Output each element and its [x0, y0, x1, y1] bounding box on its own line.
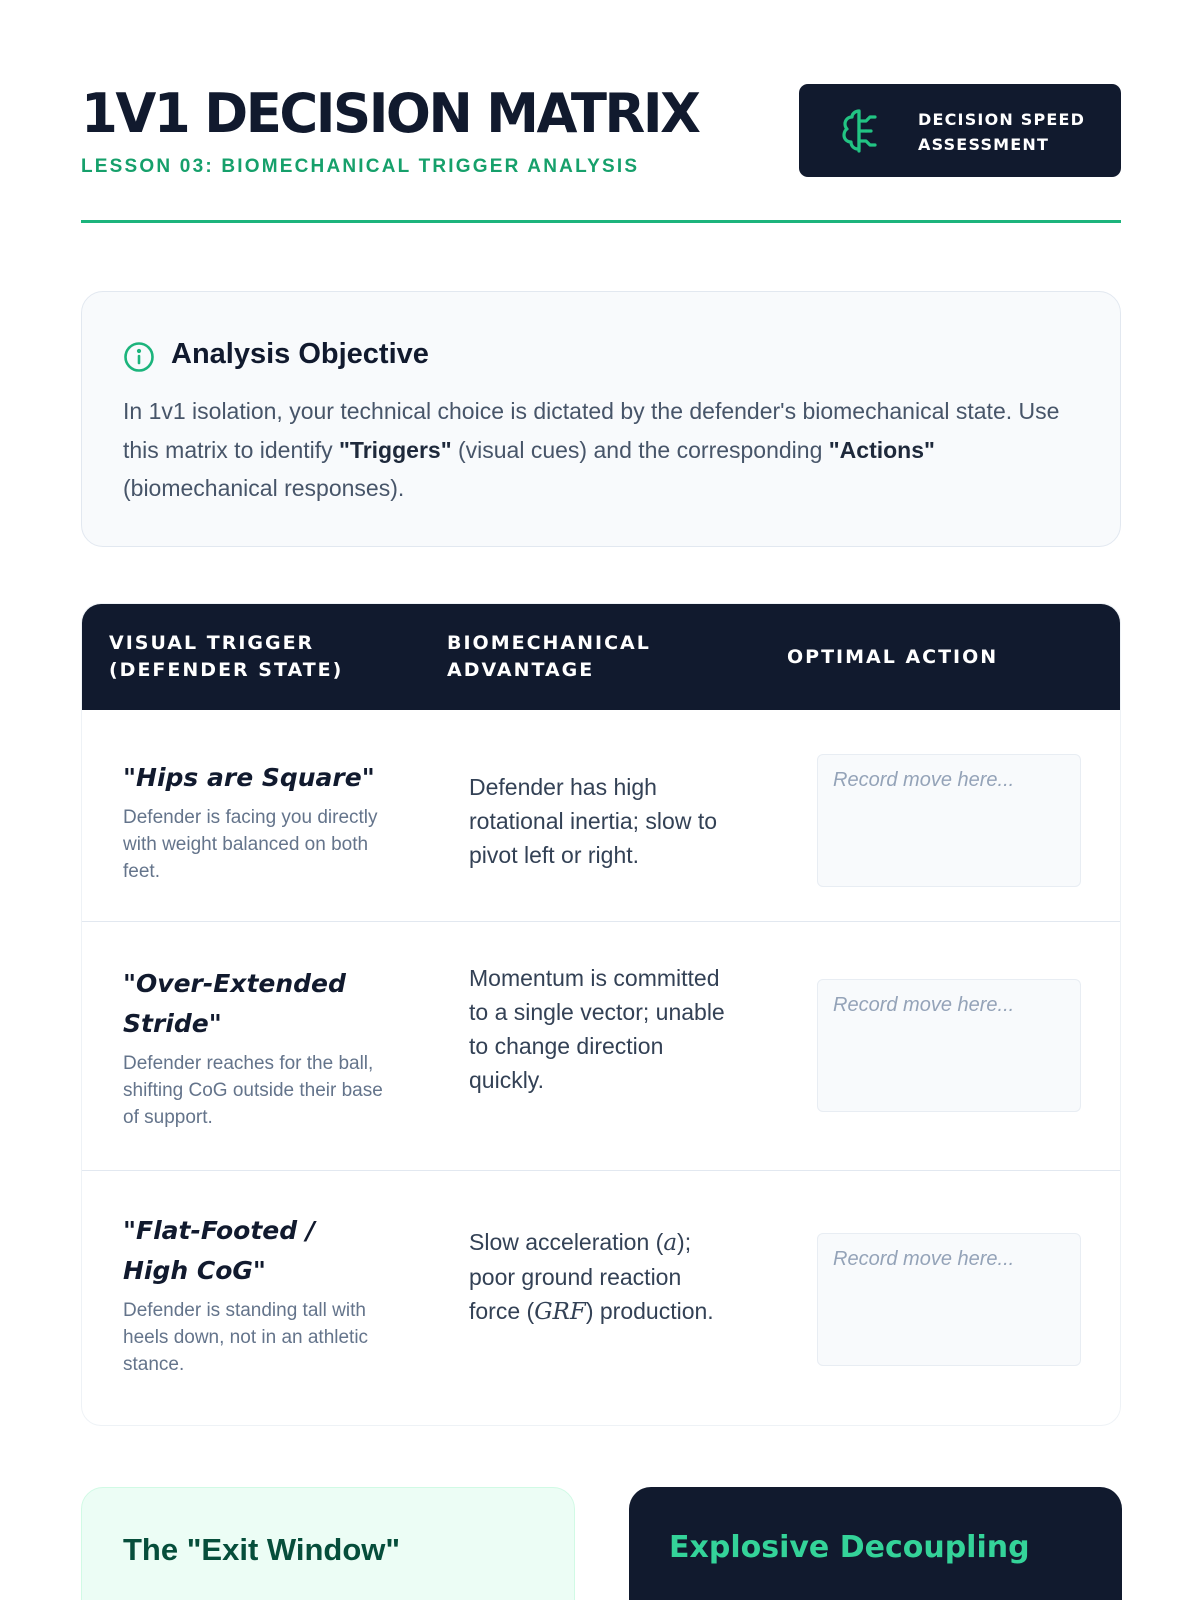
advantage-text: Defender has high rotational inertia; slow to pivot left or right.	[469, 774, 718, 868]
grf-symbol: GRF	[534, 1299, 586, 1325]
page-header	[81, 84, 1121, 224]
exit-window-title: The "Exit Window"	[123, 1532, 401, 1567]
table-row	[82, 710, 1121, 922]
explosive-decoupling-card	[629, 1487, 1122, 1600]
analysis-objective-card	[81, 291, 1121, 547]
column-header-optimal-action: OPTIMAL ACTION	[787, 645, 999, 668]
triggers-term: "Triggers"	[339, 436, 452, 463]
trigger-description: Defender is facing you directly with weight balanced on both feet.	[123, 807, 378, 882]
table-header	[82, 604, 1121, 710]
brain-icon	[837, 105, 889, 157]
action-input[interactable]	[817, 979, 1081, 1112]
column-header-biomechanical-advantage: BIOMECHANICAL ADVANTAGE	[447, 632, 651, 681]
trigger-title: "Flat-Footed / High CoG"	[123, 1216, 315, 1285]
trigger-description: Defender reaches for the ball, shifting CoG outside their base of support.	[123, 1053, 383, 1128]
action-input[interactable]	[817, 1233, 1081, 1366]
header-divider	[81, 220, 1121, 223]
advantage-text: Momentum is committed to a single vector; unable to change direction quickly.	[469, 965, 725, 1093]
decision-matrix-table	[81, 603, 1121, 1426]
action-placeholder: Record move here...	[833, 1248, 1015, 1270]
action-placeholder: Record move here...	[833, 994, 1015, 1016]
explosive-decoupling-title: Explosive Decoupling	[669, 1530, 1030, 1565]
trigger-title: "Over-Extended Stride"	[123, 969, 346, 1038]
column-header-visual-trigger: VISUAL TRIGGER (DEFENDER STATE)	[109, 632, 344, 681]
lesson-subtitle: LESSON 03: BIOMECHANICAL TRIGGER ANALYSIS	[81, 156, 640, 177]
trigger-title: "Hips are Square"	[123, 763, 375, 792]
objective-title: Analysis Objective	[171, 338, 429, 370]
table-row	[82, 922, 1121, 1171]
action-input[interactable]	[817, 754, 1081, 887]
trigger-description: Defender is standing tall with heels down, not in an athletic stance.	[123, 1300, 369, 1375]
page-title: 1V1 DECISION MATRIX	[81, 82, 699, 145]
advantage-text: Slow acceleration (a); poor ground reaction force (GRF) production.	[469, 1229, 714, 1325]
acceleration-symbol: a	[663, 1230, 678, 1256]
objective-text: In 1v1 isolation, your technical choice is dictated by the defender's biomechanical state. Use this matrix to identify "Triggers" (visual cues) and the corresponding "Actions" (biomechanical responses).	[123, 398, 1060, 501]
decision-speed-badge	[799, 84, 1121, 177]
action-placeholder: Record move here...	[833, 769, 1015, 791]
badge-label: DECISION SPEED ASSESSMENT	[918, 110, 1086, 154]
actions-term: "Actions"	[828, 436, 935, 463]
info-icon	[123, 341, 155, 373]
table-row	[82, 1171, 1121, 1426]
exit-window-card	[81, 1487, 575, 1600]
